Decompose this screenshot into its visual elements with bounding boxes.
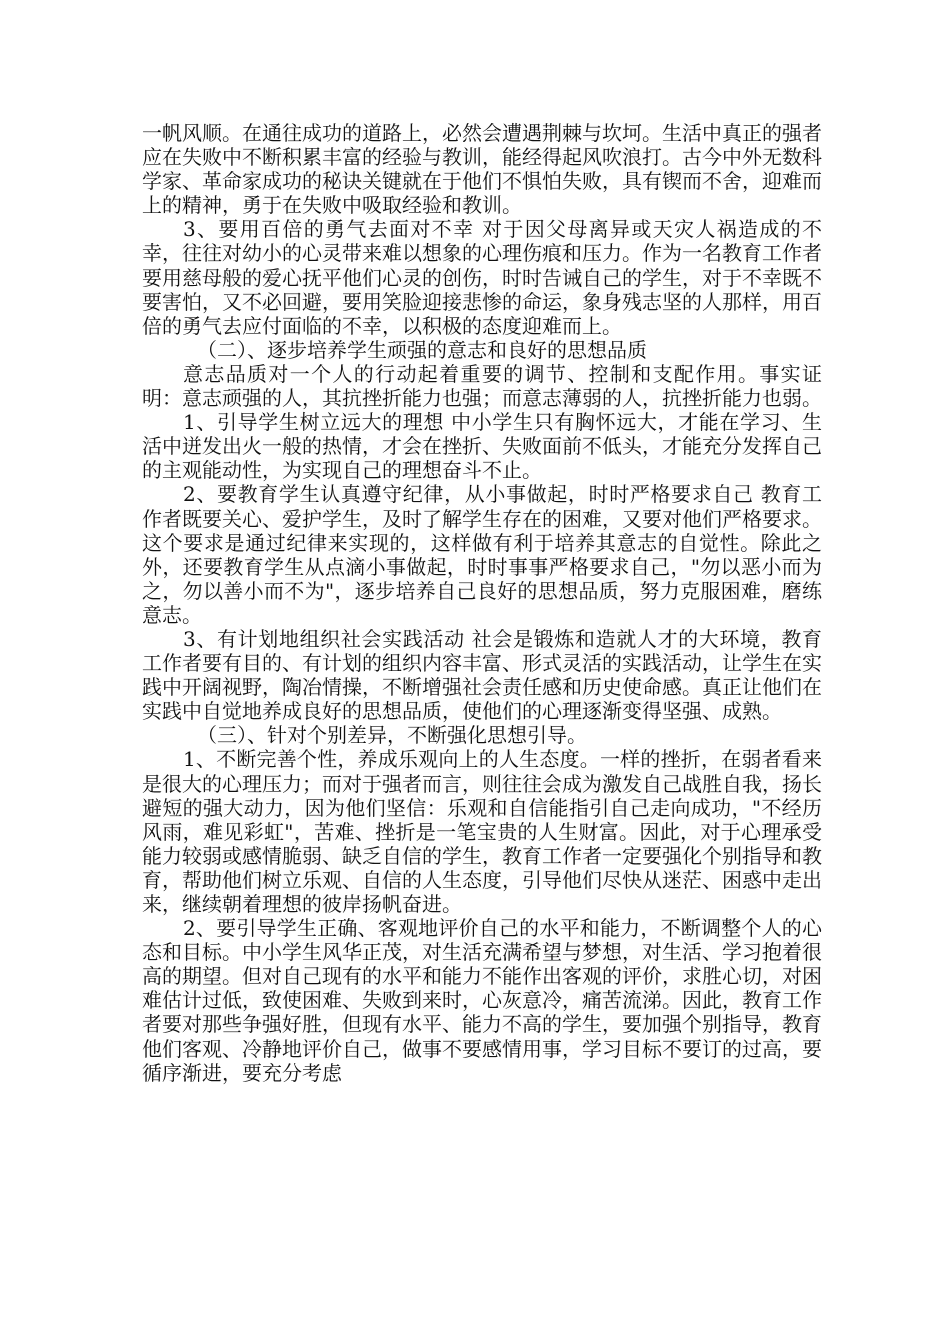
paragraph-self-evaluation: 2、要引导学生正确、客观地评价自己的水平和能力，不断调整个人的心态和目标。中小学生风华正茂，对生活充满希望与梦想，对生活、学习抱着很高的期望。但对自己现有的水平和能力不能作出客观的评价，求胜心切，对困难估计过低，致使困难、失败到来时，心灰意冷，痛苦流涕。因此，教育工作者要对那些争强好胜，但现有水平、能力不高的学生，要加强个别指导，教育他们客观、冷静地评价自己，做事不要感情用事，学习目标不要订的过高，要循序渐进，要充分考虑 [142, 916, 822, 1085]
paragraph-social-practice: 3、有计划地组织社会实践活动 社会是锻炼和造就人才的大环境，教育工作者要有目的、有计划的组织内容丰富、形式灵活的实践活动，让学生在实践中开阔视野，陶冶情操，不断增强社会责任感和历史使命感。真正让他们在实践中自觉地养成良好的思想品质，使他们的心理逐渐变得坚强、成熟。 [142, 626, 822, 724]
section-heading-3: （三）、针对个别差异，不断强化思想引导。 [197, 723, 587, 748]
paragraph-discipline: 2、要教育学生认真遵守纪律，从小事做起，时时严格要求自己 教育工作者既要关心、爱护学生，及时了解学生存在的困难，又要对他们严格要求。这个要求是通过纪律来实现的，这样做有利于培养其意志的自觉性。除此之外，还要教育学生从点滴小事做起，时时事事严格要求自己，"勿以恶小而为之，勿以善小而不为"，逐步培养自己良好的思想品质，努力克服困难，磨练意志。 [142, 482, 822, 627]
paragraph-continuation: 一帆风顺。在通往成功的道路上，必然会遭遇荆棘与坎坷。生活中真正的强者应在失败中不断积累丰富的经验与教训，能经得起风吹浪打。古今中外无数科学家、革命家成功的秘诀关键就在于他们不惧怕失败，具有锲而不舍，迎难而上的精神，勇于在失败中吸取经验和教训。 [142, 121, 822, 218]
paragraph-personality: 1、不断完善个性，养成乐观向上的人生态度。一样的挫折，在弱者看来是很大的心理压力；而对于强者而言，则往往会成为激发自己战胜自我，扬长避短的强大动力，因为他们坚信：乐观和自信能指引自己走向成功，"不经历风雨，难见彩虹"，苦难、挫折是一笔宝贵的人生财富。因此，对于心理承受能力较弱或感情脆弱、缺乏自信的学生，教育工作者一定要强化个别指导和教育，帮助他们树立乐观、自信的人生态度，引导他们尽快从迷茫、困惑中走出来，继续朝着理想的彼岸扬帆奋进。 [142, 747, 822, 916]
section-heading-2: （二）、逐步培养学生顽强的意志和良好的思想品质 [197, 337, 647, 362]
paragraph-courage-misfortune: 3、要用百倍的勇气去面对不幸 对于因父母离异或天灾人祸造成的不幸，往往对幼小的心灵带来难以想象的心理伤痕和压力。作为一名教育工作者要用慈母般的爱心抚平他们心灵的创伤，时时告诫自己的学生，对于不幸既不要害怕，又不必回避，要用笑脸迎接悲惨的命运，象身残志坚的人那样，用百倍的勇气去应付面临的不幸，以积极的态度迎难而上。 [142, 217, 822, 338]
document-body [142, 121, 822, 1085]
paragraph-ideals: 1、引导学生树立远大的理想 中小学生只有胸怀远大，才能在学习、生活中迸发出火一般的热情，才会在挫折、失败面前不低头，才能充分发挥自己的主观能动性，为实现自己的理想奋斗不止。 [142, 410, 822, 483]
paragraph-will-quality: 意志品质对一个人的行动起着重要的调节、控制和支配作用。事实证明：意志顽强的人，其抗挫折能力也强；而意志薄弱的人，抗挫折能力也弱。 [142, 361, 822, 411]
